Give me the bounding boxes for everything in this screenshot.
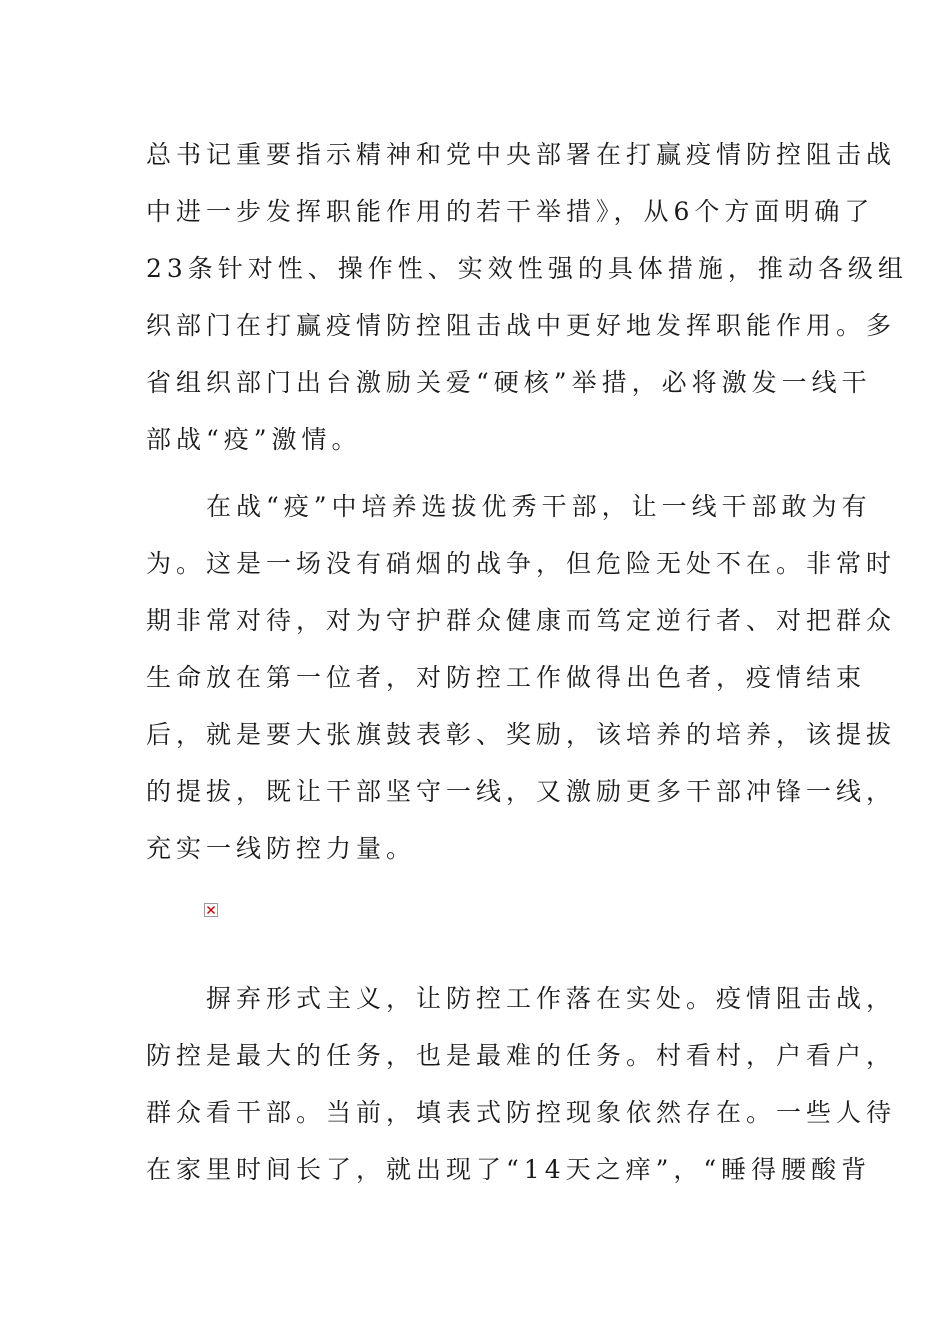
text-line: 在战“疫”中培养选拔优秀干部，让一线干部敢为有 bbox=[146, 492, 872, 521]
text-line: 的提拔，既让干部坚守一线，又激励更多干部冲锋一线， bbox=[146, 777, 897, 806]
text-line: 摒弃形式主义，让防控工作落在实处。疫情阻击战， bbox=[146, 984, 897, 1013]
text-line: 生命放在第一位者，对防控工作做得出色者，疫情结束 bbox=[146, 663, 867, 692]
text-line: 为。这是一场没有硝烟的战争，但危险无处不在。非常时 bbox=[146, 549, 897, 578]
text-line: 充实一线防控力量。 bbox=[146, 834, 417, 863]
text-line: 省组织部门出台激励关爱“硬核”举措，必将激发一线干 bbox=[146, 368, 872, 397]
text-line: 防控是最大的任务，也是最难的任务。村看村，户看户， bbox=[146, 1041, 897, 1070]
text-line: 部战“疫”激情。 bbox=[146, 425, 362, 454]
text-line: 总书记重要指示精神和党中央部署在打赢疫情防控阻击战 bbox=[146, 140, 897, 169]
broken-image-cross bbox=[207, 906, 215, 914]
text-line: 期非常对待，对为守护群众健康而笃定逆行者、对把群众 bbox=[146, 606, 897, 635]
broken-image-icon bbox=[204, 903, 218, 917]
text-line: 织部门在打赢疫情防控阻击战中更好地发挥职能作用。多 bbox=[146, 311, 897, 340]
text-line: 群众看干部。当前，填表式防控现象依然存在。一些人待 bbox=[146, 1098, 897, 1127]
text-line: 23条针对性、操作性、实效性强的具体措施，推动各级组 bbox=[146, 254, 908, 283]
paragraph-2 bbox=[146, 478, 897, 877]
text-line: 在家里时间长了，就出现了“14天之痒”，“睡得腰酸背 bbox=[146, 1155, 872, 1184]
paragraph-3 bbox=[146, 970, 897, 1198]
text-line: 后，就是要大张旗鼓表彰、奖励，该培养的培养，该提拔 bbox=[146, 720, 897, 749]
text-line: 中进一步发挥职能作用的若干举措》，从6个方面明确了 bbox=[146, 197, 875, 226]
paragraph-1 bbox=[146, 126, 908, 468]
